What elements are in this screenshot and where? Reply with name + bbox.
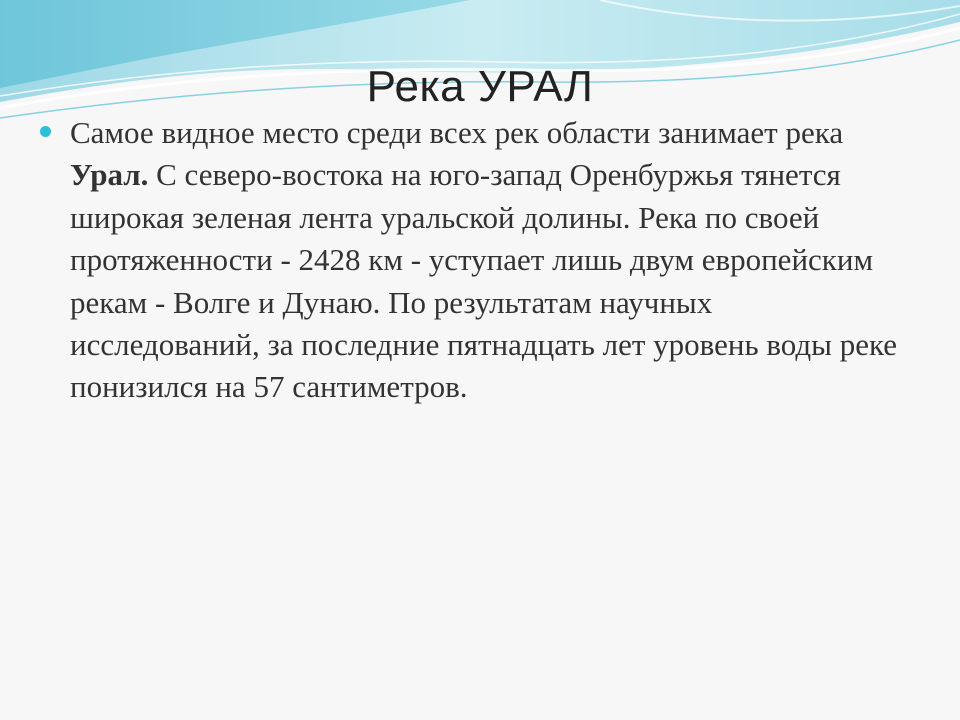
bullet-text-end: С северо-востока на юго-запад Оренбуржья тянется широкая зеленая лента уральской долины. Река по своей протяженности - 2428 км - уступает лишь двум европейским рекам - Волге и Дунаю. По результатам научных исследований, за последние пятнадцать лет уровень воды реке понизился на 57 сантиметров. — [70, 157, 898, 405]
slide-title: Река УРАЛ — [366, 62, 594, 111]
bullet-text-bold: Урал. — [70, 157, 149, 193]
slide-content — [40, 112, 900, 409]
bullet-item — [40, 112, 900, 409]
bullet-dot-icon — [40, 126, 51, 137]
bullet-text — [70, 112, 900, 409]
bullet-text-start: Самое видное место среди всех рек области занимает река — [70, 115, 844, 150]
